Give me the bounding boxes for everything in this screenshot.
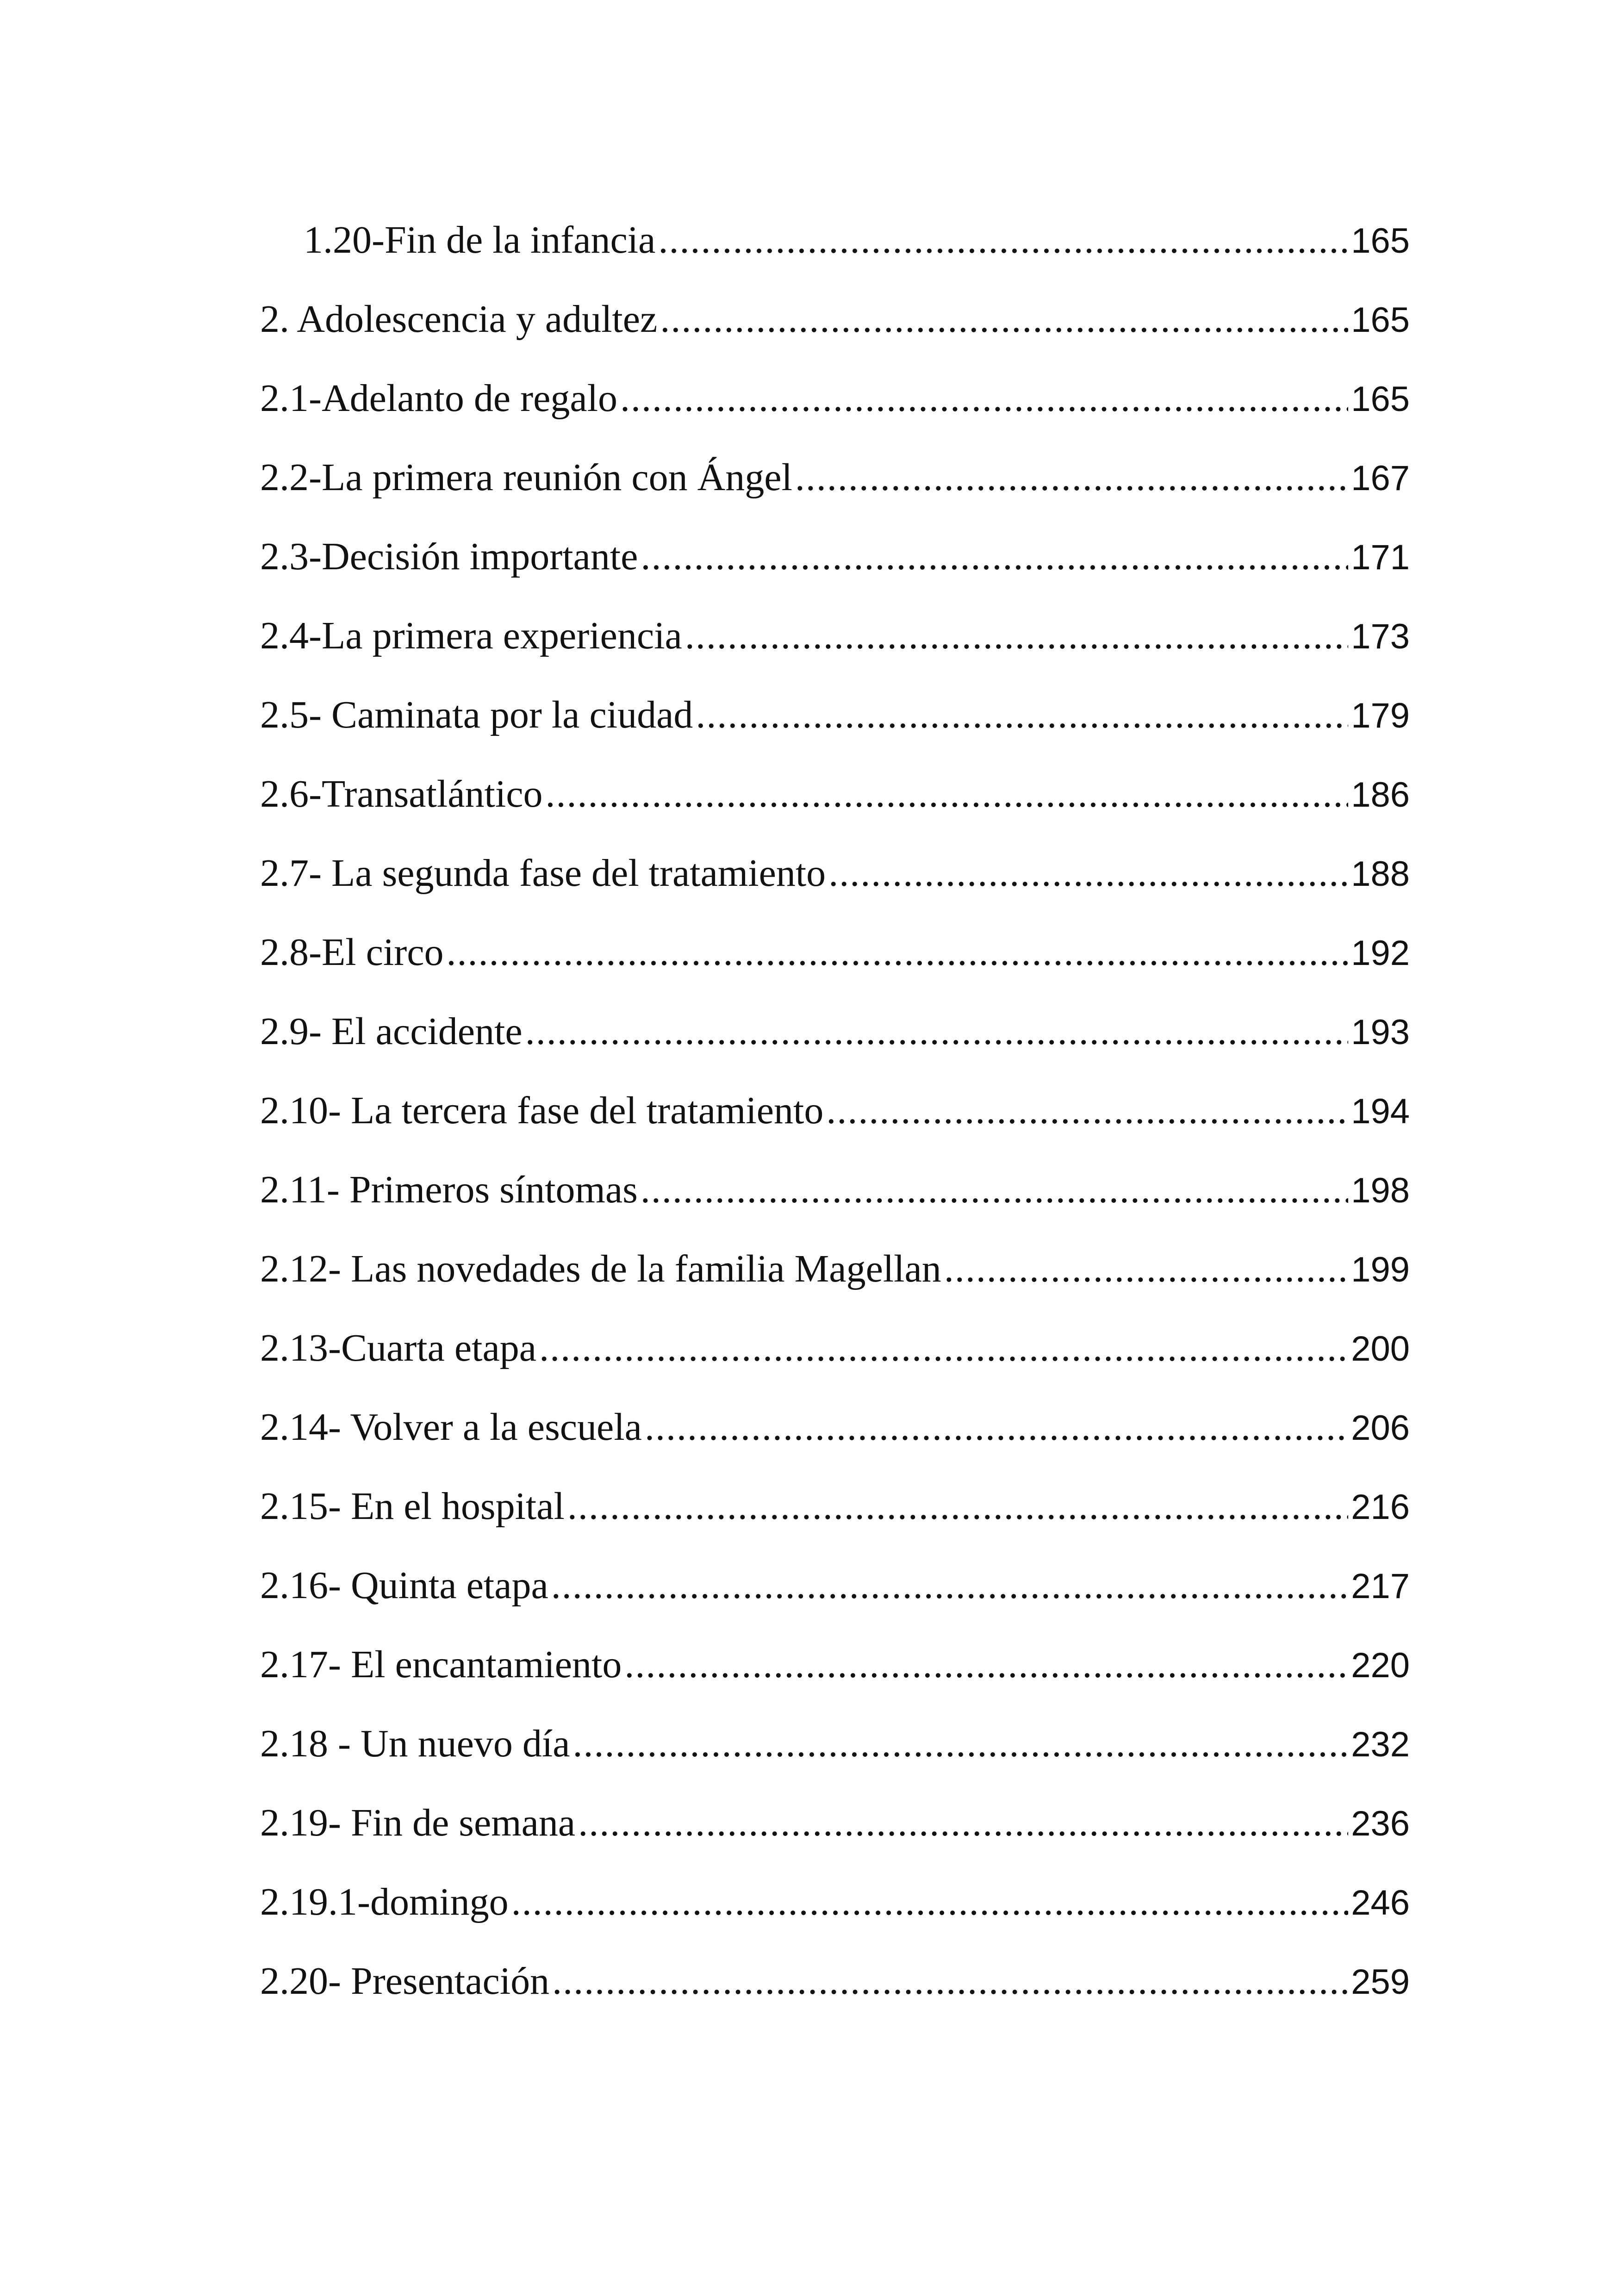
dot-leader (620, 376, 1348, 421)
toc-entry[interactable] (260, 1563, 1410, 1642)
toc-entry-title: 2.19- Fin de semana (260, 1801, 576, 1844)
toc-entry-title: 2.17- El encantamiento (260, 1643, 622, 1686)
toc-entry-title: 2.1-Adelanto de regalo (260, 377, 618, 420)
dot-leader (578, 1800, 1348, 1845)
toc-entry[interactable] (260, 218, 1410, 297)
toc-entry-title: 2.10- La tercera fase del tratamiento (260, 1089, 824, 1132)
toc-entry[interactable] (260, 1088, 1410, 1167)
toc-entry[interactable] (260, 1484, 1410, 1563)
dot-leader (447, 930, 1349, 975)
dot-leader (511, 1879, 1349, 1924)
toc-entry-page: 200 (1351, 1329, 1410, 1369)
dot-leader (828, 851, 1348, 896)
toc-entry-title: 2.2-La primera reunión con Ángel (260, 456, 792, 499)
toc-entry-page: 188 (1351, 854, 1410, 894)
dot-leader (641, 1167, 1348, 1212)
toc-entry-title: 2.19.1-domingo (260, 1880, 509, 1923)
dot-leader (685, 613, 1348, 658)
toc-entry-title: 2.13-Cuarta etapa (260, 1326, 537, 1369)
toc-entry-title: 2.18 - Un nuevo día (260, 1722, 570, 1765)
table-of-contents (260, 218, 1410, 2038)
toc-entry[interactable] (260, 1959, 1410, 2038)
toc-entry[interactable] (260, 376, 1410, 455)
dot-leader (551, 1563, 1348, 1608)
toc-entry[interactable] (260, 1721, 1410, 1800)
toc-entry[interactable] (260, 1642, 1410, 1721)
toc-entry-page: 236 (1351, 1804, 1410, 1843)
dot-leader (545, 772, 1348, 816)
toc-entry[interactable] (260, 1009, 1410, 1088)
toc-entry-page: 216 (1351, 1487, 1410, 1527)
toc-entry-page: 199 (1351, 1250, 1410, 1289)
toc-entry[interactable] (260, 613, 1410, 692)
toc-entry[interactable] (260, 1405, 1410, 1484)
toc-entry-title: 1.20-Fin de la infancia (304, 218, 656, 261)
toc-entry-title: 2.14- Volver a la escuela (260, 1406, 642, 1449)
toc-entry-page: 167 (1351, 459, 1410, 498)
dot-leader (641, 534, 1348, 579)
toc-entry-title: 2.8-El circo (260, 931, 444, 974)
toc-entry-page: 259 (1351, 1962, 1410, 2002)
toc-entry-page: 171 (1351, 538, 1410, 577)
toc-entry-page: 232 (1351, 1725, 1410, 1764)
toc-entry-page: 165 (1351, 300, 1410, 340)
toc-entry-page: 186 (1351, 775, 1410, 815)
toc-entry-title: 2.15- En el hospital (260, 1485, 565, 1528)
toc-entry-page: 165 (1351, 380, 1410, 419)
toc-entry-page: 165 (1351, 221, 1410, 261)
dot-leader (567, 1484, 1348, 1529)
toc-entry-page: 206 (1351, 1408, 1410, 1448)
toc-entry[interactable] (260, 534, 1410, 613)
toc-entry-title: 2.5- Caminata por la ciudad (260, 693, 693, 736)
toc-entry-page: 194 (1351, 1092, 1410, 1131)
toc-entry[interactable] (260, 297, 1410, 376)
toc-entry-title: 2.3-Decisión importante (260, 535, 638, 578)
toc-entry[interactable] (260, 1879, 1410, 1959)
toc-entry-page: 179 (1351, 696, 1410, 735)
toc-entry-title: 2.4-La primera experiencia (260, 614, 682, 657)
toc-entry[interactable] (260, 455, 1410, 534)
toc-entry-title: 2.9- El accidente (260, 1010, 523, 1053)
toc-entry-title: 2.12- Las novedades de la familia Magellan (260, 1247, 941, 1290)
toc-entry-title: 2.6-Transatlántico (260, 772, 543, 815)
toc-entry-page: 198 (1351, 1171, 1410, 1210)
dot-leader (624, 1642, 1348, 1687)
toc-entry[interactable] (260, 1167, 1410, 1246)
dot-leader (944, 1246, 1348, 1291)
dot-leader (539, 1325, 1348, 1370)
toc-entry-title: 2.11- Primeros síntomas (260, 1168, 638, 1211)
toc-entry[interactable] (260, 1246, 1410, 1325)
toc-entry-title: 2.7- La segunda fase del tratamiento (260, 852, 826, 895)
toc-entry-page: 220 (1351, 1646, 1410, 1685)
dot-leader (795, 455, 1348, 500)
toc-entry[interactable] (260, 1325, 1410, 1405)
dot-leader (660, 297, 1348, 342)
dot-leader (552, 1959, 1348, 2004)
toc-entry-page: 173 (1351, 617, 1410, 656)
toc-entry[interactable] (260, 772, 1410, 851)
dot-leader (658, 218, 1348, 262)
toc-entry[interactable] (260, 1800, 1410, 1879)
dot-leader (525, 1009, 1348, 1054)
toc-entry-page: 193 (1351, 1013, 1410, 1052)
toc-entry-page: 217 (1351, 1567, 1410, 1606)
dot-leader (696, 692, 1348, 737)
toc-entry-title: 2. Adolescencia y adultez (260, 298, 658, 341)
toc-entry-page: 192 (1351, 933, 1410, 973)
dot-leader (826, 1088, 1348, 1133)
dot-leader (573, 1721, 1349, 1766)
toc-entry[interactable] (260, 692, 1410, 772)
toc-entry[interactable] (260, 930, 1410, 1009)
toc-entry-title: 2.16- Quinta etapa (260, 1564, 548, 1607)
toc-entry-title: 2.20- Presentación (260, 1960, 550, 2003)
toc-entry[interactable] (260, 851, 1410, 930)
toc-entry-page: 246 (1351, 1883, 1410, 1923)
dot-leader (645, 1405, 1348, 1450)
